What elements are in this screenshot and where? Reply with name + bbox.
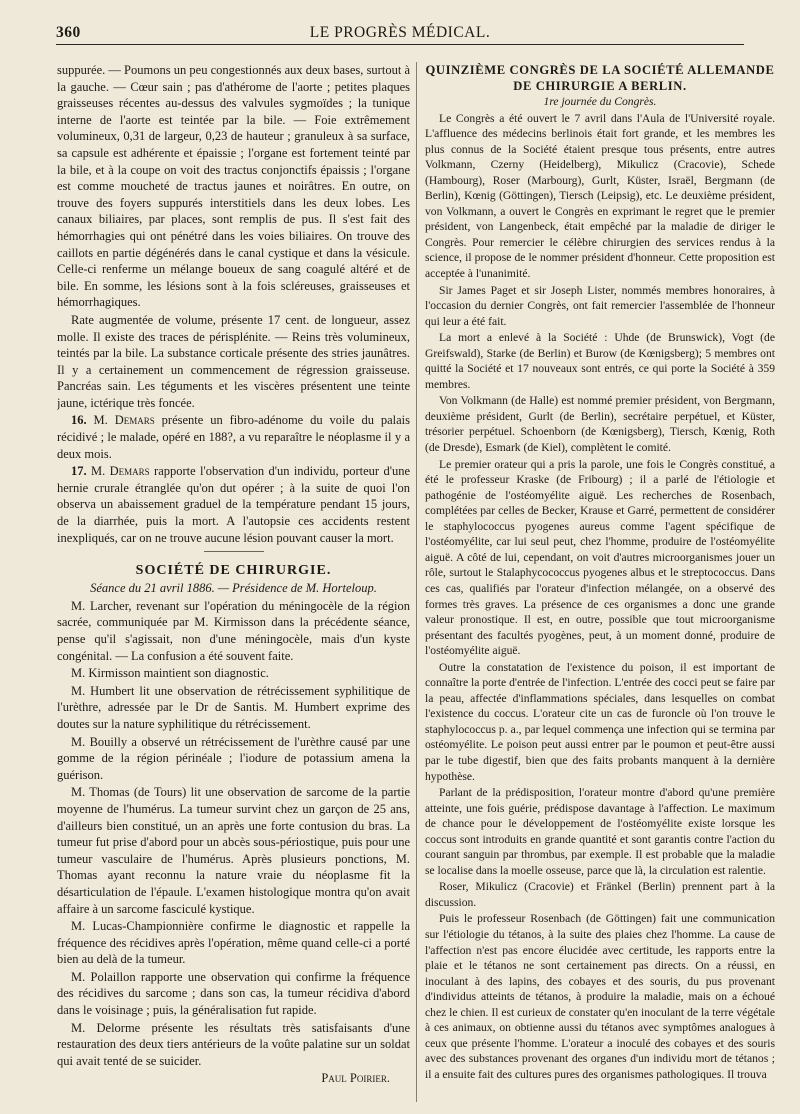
numbered-item [57,412,410,462]
body-paragraph: M. Delorme présente les résultats très satisfaisants d'une restauration des deux tiers antérieurs de la voûte palatine sur un soldat qui avait tenté de se suicider. [57,1020,410,1068]
body-paragraph: suppurée. — Poumons un peu congestionnés aux deux bases, surtout à la gauche. — Cœur sain ; pas d'athérome de l'aorte ; petites plaques graisseuses récentes au-dessus des valvules sygmoïdes ; la tunique interne de l'aorte est teintée par la bile. — Foie extrêmement volumineux, 0,31 de largeur, 0,23 de hauteur ; granuleux à sa surface, sa capsule est adhérente et épaissie ; l'organe est fortement teinté par la bile, et à la coupe on voit des tractus conjonctifs épaissis ; l'organe est comme moucheté de tractus jaunes et noirâtres. En outre, on trouve des foyers suppurés interstitiels dans les deux lobes. Les canaux biliaires, par places, sont remplis de pus. Il s'est fait des hémorrhagies qui ont pénétré dans les voies biliaires. On trouve des caillots en partie dégénérés dans le canal cystique et dans la vésicule. Celle-ci renferme un mélange boueux de sang coagulé altéré et de bile. En somme, les lésions sont à la fois scléreuses, graisseuses et hémorrhagiques. [57,63,410,310]
body-paragraph: Le Congrès a été ouvert le 7 avril dans l'Aula de l'Université royale. L'affluence des médecins berlinois était fort grande, et les membres les plus connus de la Société étaient presque tous présents, entre autres Volkmann, Czerny (Heidelberg), Mikulicz (Cracovie), Schede (Hambourg), Roser (Marbourg), Gurlt, Küster, Israël, Bergmann (de Berlin), Kœnig (Göttingen), Tiersch (Leipsig), etc. Le deuxième président, von Volkmann, a ouvert le Congrès en exprimant le regret que le premier président, von Langenbeck, était empêché par la maladie de diriger le Congrès. Pour remercier le célèbre chirurgien des services rendus à la science, il propose de le nommer président d'honneur. Cette proposition est acceptée à l'unanimité. [425,111,775,281]
section-separator [204,551,264,552]
author-signature: Paul Poirier. [321,1071,390,1086]
item-number: 16. [71,413,87,428]
section-subtitle: Séance du 21 avril 1886. — Présidence de M. Horteloup. [90,581,377,596]
body-paragraph: Von Volkmann (de Halle) est nommé premier président, von Bergmann, deuxième président, Gurlt (de Berlin), secrétaire perpétuel, et Küster, trésorier perpétuel. Schoenborn (de Kœnigsberg), Tiersch, Kœnig, Roth (de Dresde), Esmark (de Kiel), complètent le comité. [425,394,775,455]
body-paragraph: M. Polaillon rapporte une observation qui confirme la fréquence des récidives du sarcome ; dans son cas, la tumeur récidiva d'abord dans le voisinage ; puis, la généralisation fut rapide. [57,969,410,1018]
page-header [56,22,744,45]
running-title: LE PROGRÈS MÉDICAL. [309,24,491,41]
numbered-item [57,463,410,546]
body-paragraph: M. Thomas (de Tours) lit une observation de sarcome de la partie moyenne de l'humérus. La tumeur survint chez un garçon de 25 ans, d'ailleurs bien constitué, un an après une forte contusion du bras. La tumeur fut prise d'abord pour un abcès sous-périostique, puis pour une tumeur vasculaire de l'humérus. Après plusieurs ponctions, M. Thomas ayant reconnu la nature vraie du néoplasme fit la désarticulation de l'épaule. L'examen histologique montra qu'on avait affaire à un sarcome fasciculé kystique. [57,785,410,916]
item-author: M. Demars [91,464,150,479]
body-paragraph: M. Kirmisson maintient son diagnostic. [71,666,269,681]
section-title: QUINZIÈME CONGRÈS DE LA SOCIÉTÉ ALLEMANDE DE CHIRURGIE A BERLIN. [425,63,775,93]
body-paragraph: La mort a enlevé à la Société : Uhde (de Brunswick), Vogt (de Greifswald), Starke (de Berlin) et Burow (de Kœnigsberg); 5 membres ont quitté la Société et 17 nouveaux sont entrés, ce qui porte la Société à 359 membres. [425,331,775,391]
left-column [57,62,410,1114]
body-paragraph: Outre la constatation de l'existence du poison, il est important de connaître la porte d'entrée de l'infection. L'entrée des cocci peut se faire par la peau, affectée d'inflammations spéciales, dans lesquelles on combat l'existence du coccus. L'orateur cite un cas de furoncle où l'on trouve le staphylococcus p. a., par lequel commença une infection qui se termina par ostéomyélite. Le poison peut aussi entrer par le poumon et peut-être aussi par le tube digestif, bien que des faits probants manquent à la dernière hypothèse. [425,660,775,783]
body-paragraph: Le premier orateur qui a pris la parole, une fois le Congrès constitué, a été le professeur Kraske (de Fribourg) ; il a parlé de l'étiologie et pathogénie de l'ostéomyélite aiguë. Les recherches de Rosenbach, complétées par celles de Becker, Krause et Garré, permettent de considérer le staphylococcus pyogenes aureus comme l'agent spécifique de l'ostéomyélite, car lui seul peut, chez l'homme, produire de l'ostéomyélite aiguë. A côté de lui, cependant, on voit d'autres microorganismes jouer un rôle, surtout le Stalaphycococcus pyogenes albus et le streptococcus. Dans ces cas, qualifiés par l'orateur d'infection mélangée, on a observé des formes très graves. La présence de ces organismes a donc une grande valeur pronostique. Il est, en outre, possible que tout microorganisme présentant des facultés pyogènes, peut, à un moment donné, produire de l'ostéomyélite aiguë. [425,457,775,658]
body-paragraph: M. Bouilly a observé un rétrécissement de l'urèthre causé par une gomme de la région périnéale ; l'iodure de potassium amena la guérison. [57,734,410,782]
body-paragraph: Puis le professeur Rosenbach (de Göttingen) fait une communication sur l'étiologie du tétanos, à la suite des plaies chez l'homme. La cause de l'affection n'est pas encore élucidée avec certitude, les rapports entre la plaie et le tétanos ne sont certainement pas directs. On a réussi, en inoculant à des lapins, des cobayes et des souris, du pus provenant d'individus atteints de tétanos, à produire la maladie, mais on a échoué chez le chien. Il est curieux de constater qu'en inoculant de la terre végétale à ces animaux, on obtienne aussi du tétanos avec symptômes analogues à ceux que présente l'homme. L'orateur a inoculé des cobayes et des souris avec des substances provenant des organes d'un individu mort de tétanos ; il a ensuite fait des cultures pures des organismes pathologiques. Il trouva [425,912,775,1081]
body-paragraph: M. Larcher, revenant sur l'opération du méningocèle de la région sacrée, communiquée par M. Kirmisson dans la précédente séance, pense qu'il s'agissait, non d'une méningocèle, mais d'un kyste congénital. — La confusion a été souvent faite. [57,598,410,663]
item-number: 17. [71,464,87,479]
page-number: 360 [56,24,81,41]
right-column [425,62,775,1114]
body-paragraph: Rate augmentée de volume, présente 17 cent. de longueur, assez molle. Il existe des traces de périsplénite. — Reins très volumineux, teintés par la bile. La substance corticale présente des stries jaunâtres. Il y a certainement un commencement de régression graisseuse. Pancréas sain. Les téguments et les viscères présentent une teinte jaune, ictérique très foncée. [57,312,410,410]
section-subtitle: 1re journée du Congrès. [543,95,657,108]
item-text: présente un fibro-adénome du voile du palais récidivé ; le malade, opéré en 188?, a vu reparaître le néoplasme il y a deux mois. [57,413,410,461]
body-paragraph: Sir James Paget et sir Joseph Lister, nommés membres honoraires, à l'occasion du dernier Congrès, ont fait remercier l'assemblée de l'honneur qui leur a été fait. [425,283,775,328]
body-paragraph: M. Humbert lit une observation de rétrécissement syphilitique de l'urèthre, adressée par le Dr de Santis. M. Humbert exprime des doutes sur la nature syphilitique du rétrécissement. [57,683,410,731]
item-text: rapporte l'observation d'un individu, porteur d'une hernie crurale étranglée qu'on dut opérer ; à la suite de quoi l'on observa un abaissement graduel de la température pendant 15 jours, de la diarrhée, puis la mort. A l'autopsie ces accidents restent inexpliqués, car on ne trouve aucune lésion pouvant causer la mort. [57,464,410,545]
body-paragraph: M. Lucas-Championnière confirme le diagnostic et rappelle la fréquence des récidives après l'opération, même quand celle-ci a porté bien au delà de la tumeur. [57,919,410,967]
section-title: SOCIÉTÉ DE CHIRURGIE. [135,563,332,579]
item-author: M. Demars [93,413,155,428]
body-paragraph: Roser, Mikulicz (Cracovie) et Fränkel (Berlin) prennent part à la discussion. [425,880,775,909]
column-divider [416,62,417,1102]
body-paragraph: Parlant de la prédisposition, l'orateur montre d'abord qu'une première atteinte, une fois guérie, prédispose davantage à l'affection. Le maximum de chance pour le développement de l'ostéomyélite existe lorsque les coccus sont introduits en grande quantité et sont garantis contre l'action du courant sanguin par thrombus, par exemple. Il est probable que la maladie se localise dans la moelle osseuse, parce que là, la circulation est ralentie. [425,786,775,877]
